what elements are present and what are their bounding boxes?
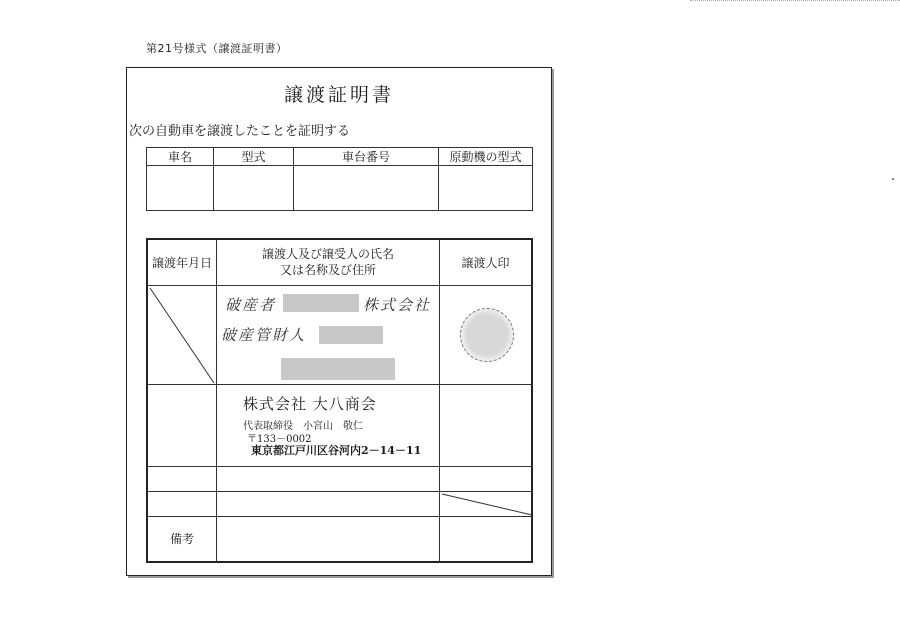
cell-chassis-number (294, 166, 439, 211)
transferee-representative: 代表取締役 小宮山 敬仁 (243, 420, 363, 432)
strike-diagonal (148, 286, 216, 385)
header-engine-model: 原動機の型式 (439, 148, 533, 166)
transferee-company: 株式会社 大八商会 (243, 394, 377, 413)
transferor-trustee-label: 破産管財人 (221, 325, 307, 344)
row4-date-cell (147, 491, 217, 516)
header-transfer-date: 譲渡年月日 (147, 239, 217, 285)
form-number: 第21号様式（譲渡証明書） (146, 42, 288, 55)
transferor-seal-cell (440, 285, 533, 384)
transferee-cell (217, 384, 440, 466)
page-edge-marks (690, 0, 900, 3)
transferor-bankrupt-label: 破産者 (225, 295, 277, 314)
remarks-label: 備考 (147, 516, 217, 562)
transferee-seal-cell (440, 384, 533, 466)
row4-name-cell (217, 491, 440, 516)
remarks-extra-cell (440, 516, 533, 562)
header-vehicle-name: 車名 (147, 148, 214, 166)
redacted-trustee-name (319, 326, 383, 344)
certificate-statement: 次の自動車を譲渡したことを証明する (129, 124, 351, 139)
row3-seal-cell (440, 466, 533, 491)
remarks-cell (217, 516, 440, 562)
header-model: 型式 (214, 148, 294, 166)
cell-engine-model (439, 166, 533, 211)
row3-name-cell (217, 466, 440, 491)
transferor-company-suffix: 株式会社 (363, 295, 432, 314)
redacted-company-name (283, 294, 359, 312)
transferee-address: 東京都江戸川区谷河内2－14－11 (251, 443, 422, 457)
transfer-table (146, 238, 533, 563)
cell-vehicle-name (147, 166, 214, 211)
row3-date-cell (147, 466, 217, 491)
header-chassis-number: 車台番号 (294, 148, 439, 166)
header-transferor-seal: 譲渡人印 (440, 239, 533, 285)
cell-model (214, 166, 294, 211)
redacted-trustee-address (281, 358, 395, 380)
header-names-line2: 又は名称及び住所 (279, 263, 376, 278)
strike-diagonal (440, 492, 534, 517)
certificate-title: 譲渡証明書 (283, 84, 394, 106)
row4-seal-cell (440, 491, 533, 516)
transferee-date-cell (147, 384, 217, 466)
header-names-line1: 譲渡人及び譲受人の氏名 (261, 247, 394, 262)
transferee-postal-code: 〒133－0002 (247, 433, 312, 445)
redacted-seal (460, 308, 514, 362)
scan-speck (892, 178, 894, 180)
vehicle-table (146, 147, 533, 211)
header-names-addresses (217, 239, 440, 285)
transferor-date-cell (147, 285, 217, 384)
transferor-cell (217, 285, 440, 384)
